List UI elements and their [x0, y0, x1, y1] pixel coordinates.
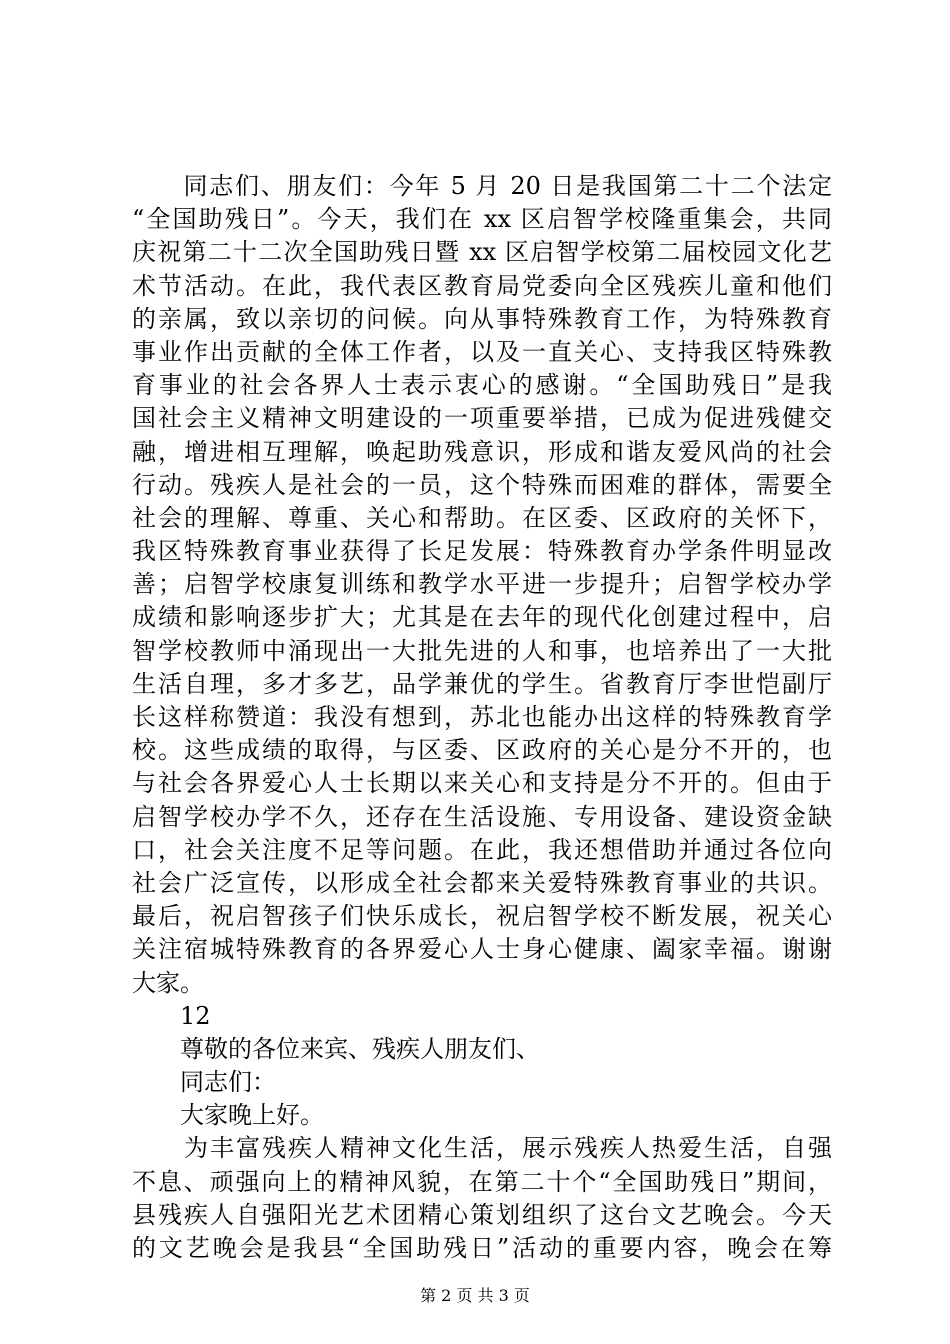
text-line: 生活自理，多才多艺，品学兼优的学生。省教育厅李世恺副厅 — [132, 669, 832, 698]
text-line: 国社会主义精神文明建设的一项重要举措，已成为促进残健交 — [132, 404, 832, 433]
text-line: 县残疾人自强阳光艺术团精心策划组织了这台文艺晚会。今天 — [132, 1200, 832, 1229]
page-number: 第 2 页 共 3 页 — [420, 1286, 530, 1305]
text-line: 启智学校办学不久，还存在生活设施、专用设备、建设资金缺 — [132, 802, 832, 831]
text-line: 关注宿城特殊教育的各界爱心人士身心健康、阖家幸福。谢谢 — [132, 935, 832, 964]
text-line: 的文艺晚会是我县“全国助残日”活动的重要内容，晚会在筹 — [132, 1234, 832, 1262]
text-line: 育事业的社会各界人士表示衷心的感谢。“全国助残日”是我 — [132, 371, 832, 400]
text-line: 成绩和影响逐步扩大；尤其是在去年的现代化创建过程中，启 — [132, 603, 832, 632]
text-line: 与社会各界爱心人士长期以来关心和支持是分不开的。但由于 — [132, 769, 832, 798]
text-line: 大家。 — [132, 968, 204, 997]
text-line: 术节活动。在此，我代表区教育局党委向全区残疾儿童和他们 — [132, 271, 832, 300]
text-line: 智学校教师中涌现出一大批先进的人和事，也培养出了一大批 — [132, 636, 832, 665]
text-line: “全国助残日”。今天，我们在 xx 区启智学校隆重集会，共同 — [132, 205, 832, 234]
text-line: 为丰富残疾人精神文化生活，展示残疾人热爱生活，自强 — [132, 1134, 832, 1163]
text-line: 行动。残疾人是社会的一员，这个特殊而困难的群体，需要全 — [132, 470, 832, 499]
text-line: 同志们、朋友们：今年 5 月 20 日是我国第二十二个法定 — [132, 172, 832, 200]
text-line: 的亲属，致以亲切的问候。向从事特殊教育工作，为特殊教育 — [132, 304, 832, 333]
text-line: 最后，祝启智孩子们快乐成长，祝启智学校不断发展，祝关心 — [132, 902, 832, 931]
document-body — [132, 170, 832, 1265]
page-footer — [0, 1286, 950, 1306]
text-line: 融，增进相互理解，唤起助残意识，形成和谐友爱风尚的社会 — [132, 437, 832, 466]
text-line: 我区特殊教育事业获得了长足发展：特殊教育办学条件明显改 — [132, 537, 832, 566]
text-line: 社会广泛宣传，以形成全社会都来关爱特殊教育事业的共识。 — [132, 868, 832, 897]
salutation-line: 同志们： — [132, 1068, 276, 1097]
text-line: 事业作出贡献的全体工作者，以及一直关心、支持我区特殊教 — [132, 337, 832, 366]
text-line: 口，社会关注度不足等问题。在此，我还想借助并通过各位向 — [132, 835, 832, 864]
text-line: 社会的理解、尊重、关心和帮助。在区委、区政府的关怀下， — [132, 503, 832, 532]
greeting-line: 大家晚上好。 — [132, 1101, 324, 1130]
text-line: 不息、顽强向上的精神风貌，在第二十个“全国助残日”期间， — [132, 1167, 832, 1196]
text-line: 校。这些成绩的取得，与区委、区政府的关心是分不开的，也 — [132, 736, 832, 765]
text-line: 庆祝第二十二次全国助残日暨 xx 区启智学校第二届校园文化艺 — [132, 238, 832, 267]
section-number: 12 — [132, 1001, 211, 1030]
text-line: 长这样称赞道：我没有想到，苏北也能办出这样的特殊教育学 — [132, 703, 832, 731]
text-line: 善；启智学校康复训练和教学水平进一步提升；启智学校办学 — [132, 570, 832, 599]
salutation-line: 尊敬的各位来宾、残疾人朋友们、 — [132, 1034, 540, 1063]
